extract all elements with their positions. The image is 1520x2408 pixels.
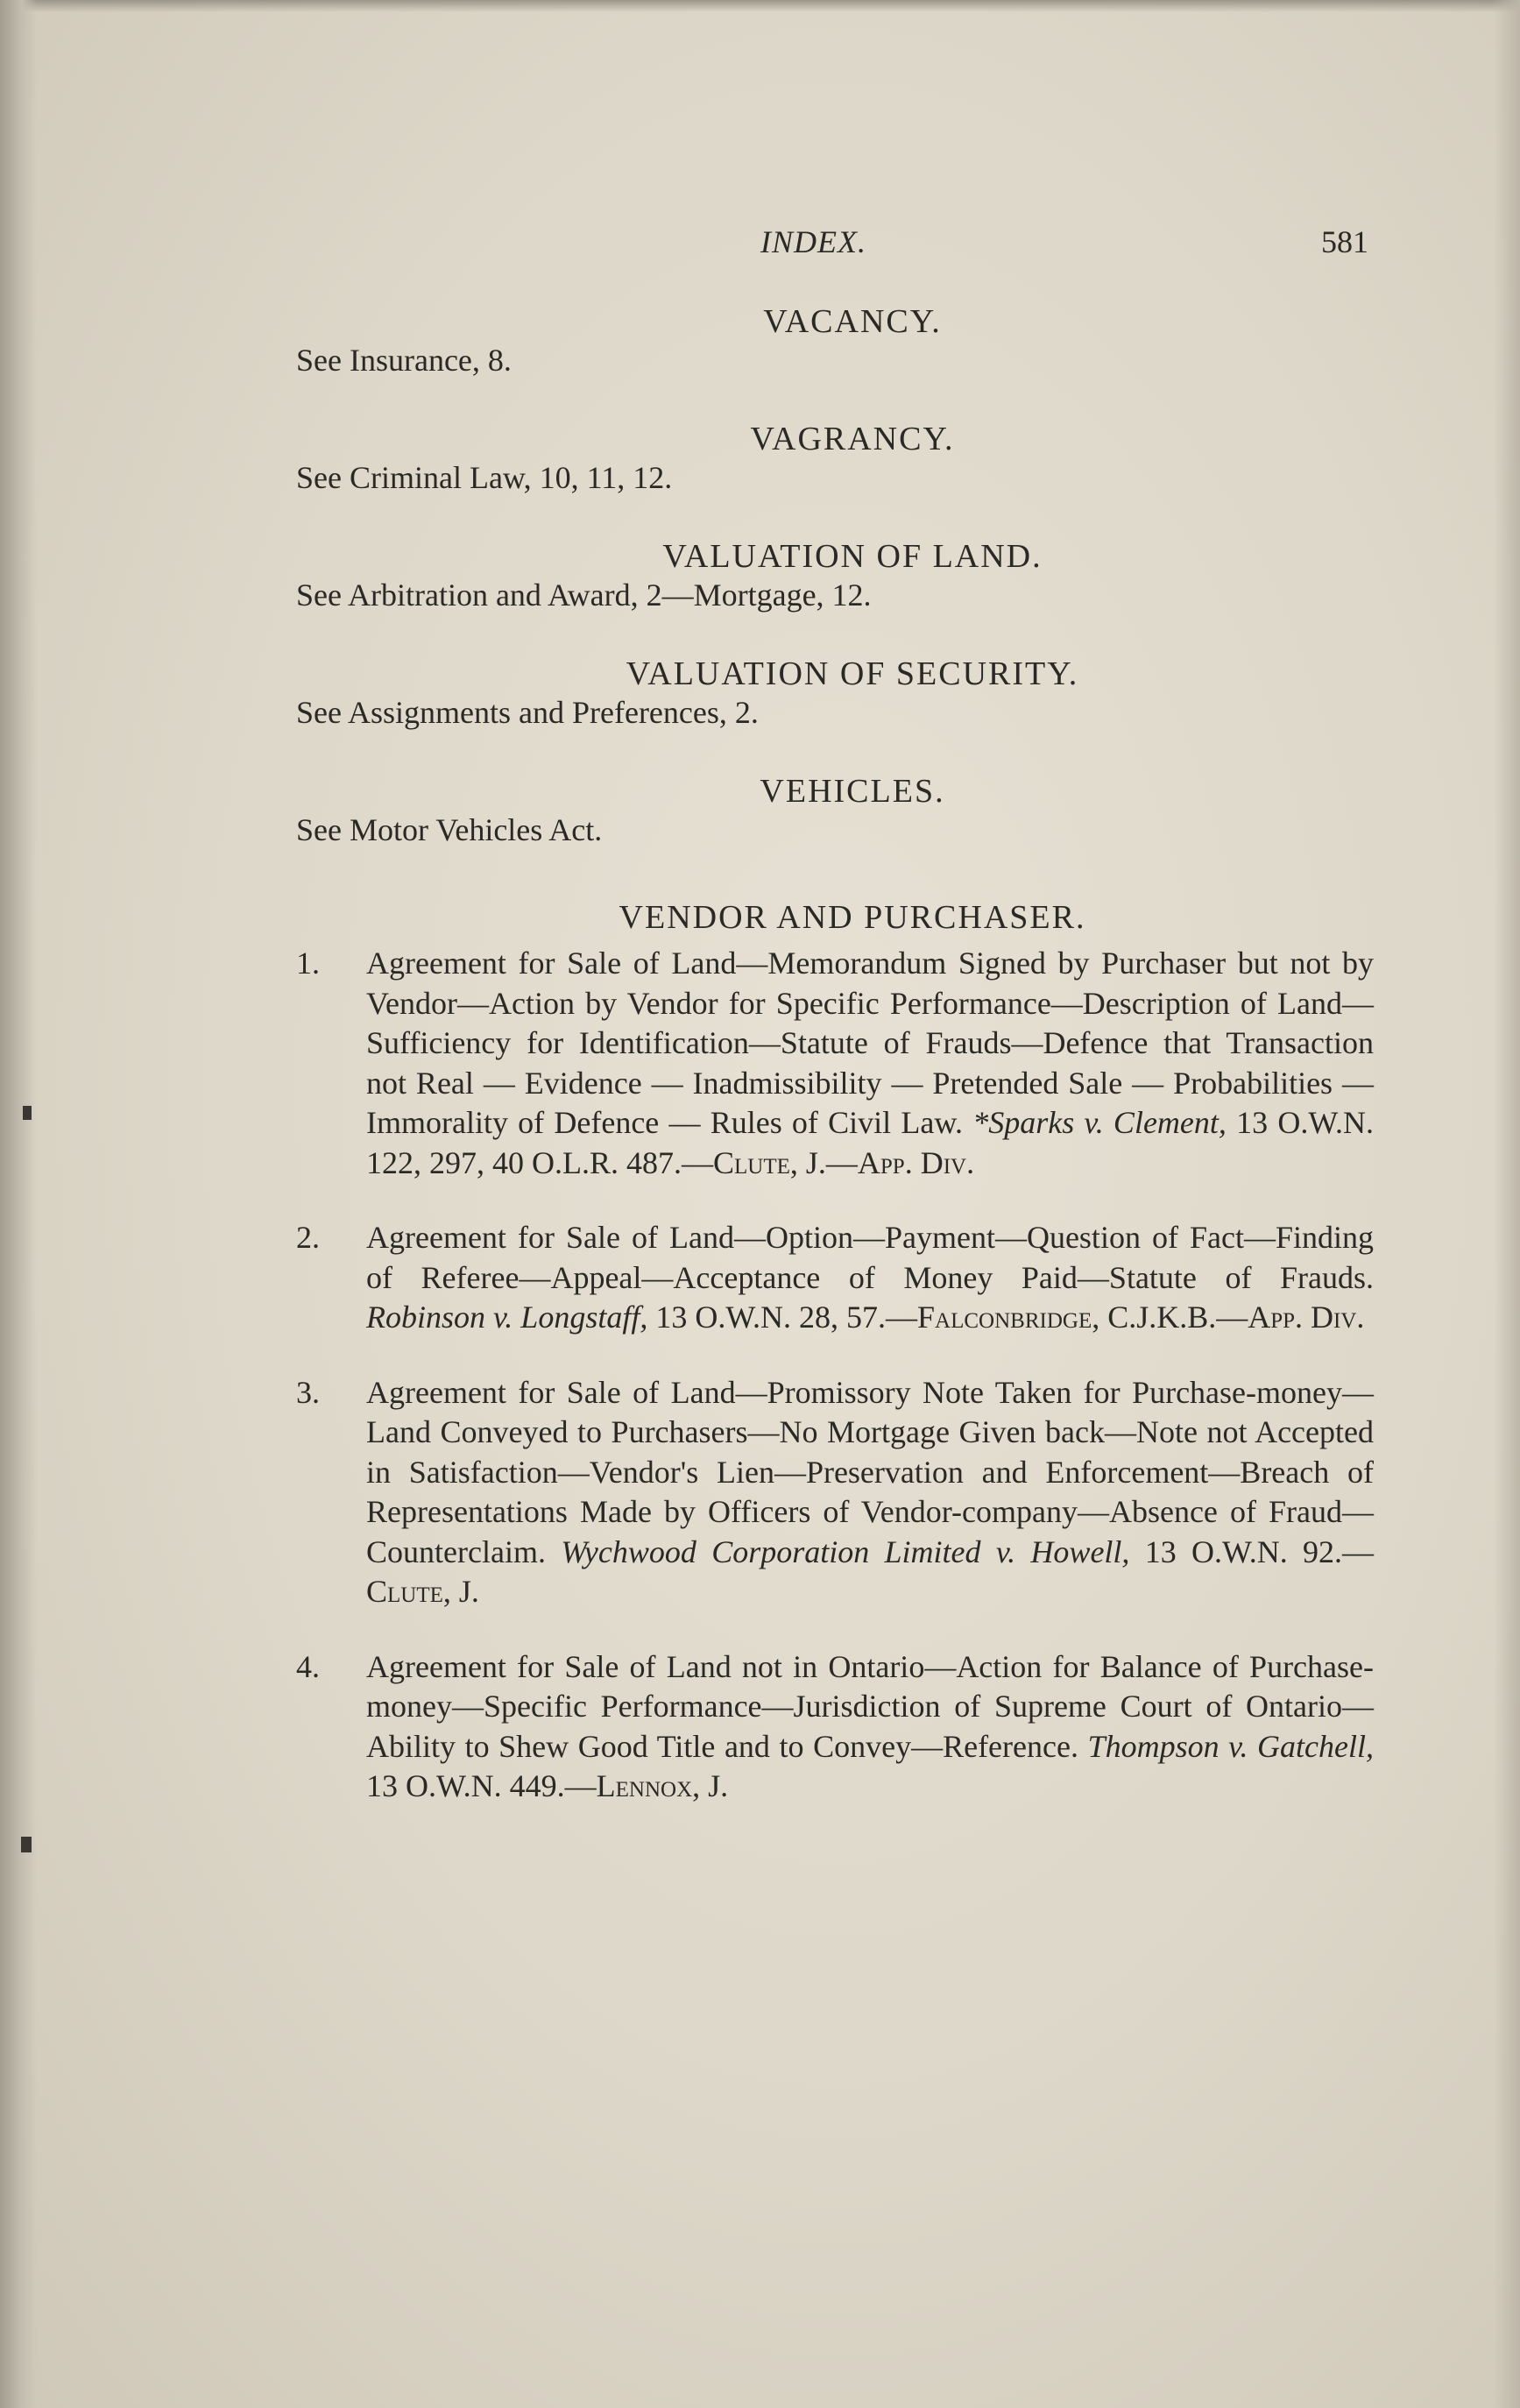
case-name: Robinson v. Longstaff,: [366, 1300, 648, 1335]
judge-name: Clute, J.: [366, 1574, 479, 1609]
case-citation: 13 O.W.N. 122, 297, 40 O.L.R. 487.—: [366, 1105, 1375, 1180]
section-heading: VACANCY.: [763, 303, 942, 340]
section-heading: VENDOR AND PURCHASER.: [619, 899, 1086, 936]
entry-text: Agreement for Sale of Land—Promissory Note Taken for Purchase-money—Land Conveyed to Purchasers—No Mortgage Given back—Note not Accepted in Satisfaction—Vendor's Lien—Preservation and Enforcement—Breach of Representations Made by Officers of Vendor-company—Absence of Fraud—Counterclaim.: [366, 1374, 1374, 1569]
section-heading: VALUATION OF SECURITY.: [626, 655, 1079, 692]
cross-reference: See Insurance, 8.: [296, 343, 512, 378]
cross-reference: See Motor Vehicles Act.: [296, 812, 603, 847]
section-heading: VAGRANCY.: [750, 421, 955, 457]
page-content: [296, 223, 1374, 1842]
index-entry: [296, 1373, 1374, 1612]
index-section-vendor-and-purchaser: [296, 898, 1374, 1807]
page-edge-right: [1494, 0, 1520, 2408]
case-name: *Sparks v. Clement,: [972, 1105, 1227, 1140]
entry-text: Agreement for Sale of Land—Memorandum Signed by Purchaser but not by Vendor—Action by Vendor for Specific Performance—Description of Land—Sufficiency for Identification—Statute of Frauds—Defence that Transaction not Real — Evidence — Inadmissibility — Pretended Sale — Probabilities — Immorality of Defence — Rules of Civil Law.: [366, 945, 1374, 1140]
cross-reference: See Assignments and Preferences, 2.: [296, 695, 759, 730]
case-citation: 13 O.W.N. 449.—: [366, 1768, 597, 1803]
index-entry: [296, 1647, 1374, 1807]
entry-number: 1.: [296, 945, 320, 981]
entry-number: 3.: [296, 1374, 320, 1410]
index-section-vacancy: [296, 302, 1374, 379]
index-section-vagrancy: [296, 420, 1374, 497]
case-citation: 13 O.W.N. 92.—: [1144, 1533, 1374, 1569]
cross-reference: See Criminal Law, 10, 11, 12.: [296, 460, 673, 495]
cross-reference: See Arbitration and Award, 2—Mortgage, 12.: [296, 577, 872, 613]
entry-text: Agreement for Sale of Land—Option—Payment—Question of Fact—Finding of Referee—Appeal—Acceptance of Money Paid—Statute of Frauds.: [366, 1220, 1374, 1295]
judge-name: Clute, J.—App. Div.: [713, 1144, 975, 1180]
case-name: Wychwood Corporation Limited v. Howell,: [561, 1533, 1130, 1569]
page-edge-left: [0, 0, 37, 2408]
ink-mark: [21, 1837, 32, 1852]
judge-name: Lennox, J.: [596, 1768, 729, 1803]
case-name: Thompson v. Gatchell,: [1087, 1728, 1374, 1764]
index-entry: [296, 944, 1374, 1183]
index-entry: [296, 1218, 1374, 1338]
page-edge-top: [0, 0, 1520, 12]
case-citation: 13 O.W.N. 28, 57.—: [655, 1300, 918, 1335]
entry-list: [296, 944, 1374, 1807]
entry-number: 2.: [296, 1220, 320, 1255]
judge-name: Falconbridge, C.J.K.B.—App. Div.: [917, 1300, 1365, 1335]
running-title: INDEX.: [760, 224, 866, 259]
index-section-valuation-of-security: [296, 655, 1374, 732]
index-section-valuation-of-land: [296, 537, 1374, 614]
section-heading: VEHICLES.: [760, 773, 945, 810]
section-heading: VALUATION OF LAND.: [662, 538, 1043, 575]
ink-mark: [23, 1106, 32, 1120]
entry-text: Agreement for Sale of Land not in Ontario—Action for Balance of Purchase-money—Specific Performance—Jurisdiction of Supreme Court of Ontario—Ability to Shew Good Title and to Convey—Reference.: [366, 1648, 1374, 1764]
running-head: [296, 223, 1374, 276]
entry-number: 4.: [296, 1648, 320, 1684]
index-section-vehicles: [296, 772, 1374, 849]
page-number: 581: [1321, 224, 1368, 259]
